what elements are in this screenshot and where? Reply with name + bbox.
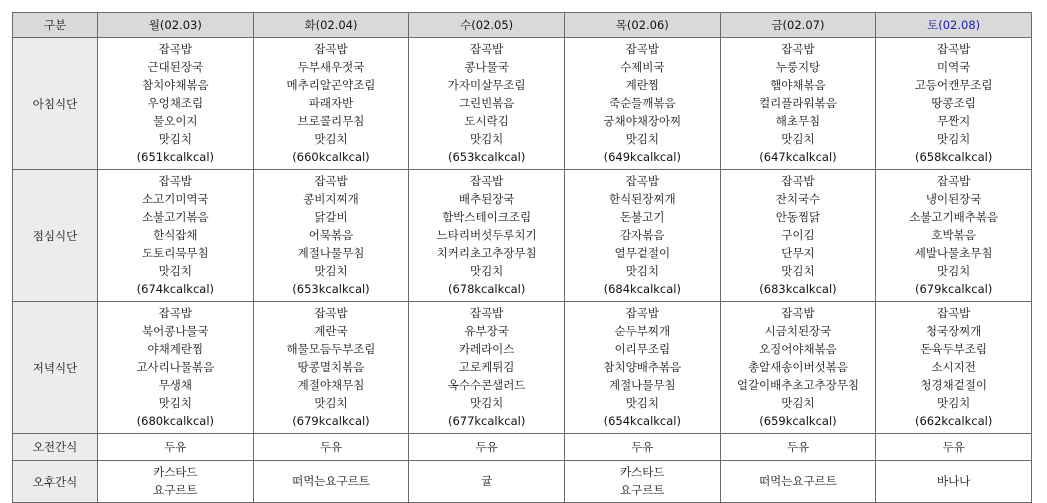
menu-item: 함박스테이크조림 — [442, 210, 532, 224]
menu-item: 순두부찌개 — [614, 324, 671, 338]
menu-cell-thu — [564, 302, 720, 434]
menu-item: 두유 — [942, 440, 965, 454]
menu-cell-fri — [720, 170, 876, 302]
menu-item: 잡곡밥 — [625, 174, 659, 188]
menu-item: 시금치된장국 — [764, 324, 832, 338]
menu-item: 맛김치 — [625, 264, 659, 278]
menu-item: 오징어야채볶음 — [759, 342, 837, 356]
dinner-row — [13, 302, 1032, 434]
menu-cell-wed — [409, 302, 565, 434]
menu-item: 두유 — [475, 440, 498, 454]
calorie-text: (654kcalkcal) — [603, 414, 681, 428]
menu-cell-fri — [720, 461, 876, 503]
menu-cell-tue — [253, 461, 409, 503]
menu-item: 파래자반 — [308, 96, 354, 110]
menu-item: 돈불고기 — [620, 210, 665, 224]
menu-item: 맛김치 — [469, 264, 504, 278]
menu-item: 고로케튀김 — [458, 360, 515, 374]
calorie-text: (679kcalkcal) — [292, 414, 370, 428]
menu-item: 맛김치 — [625, 132, 659, 146]
menu-item: 계절야채무침 — [297, 378, 365, 392]
menu-item: 청경채겉절이 — [920, 378, 987, 392]
menu-item: 단무지 — [781, 246, 815, 260]
menu-cell-tue — [253, 38, 409, 170]
menu-item: 배추된장국 — [458, 192, 515, 206]
menu-item: 얼갈이배추초고추장무침 — [736, 378, 860, 392]
menu-item: 계란국 — [314, 324, 348, 338]
menu-cell-tue — [253, 170, 409, 302]
menu-item: 잡곡밥 — [936, 42, 971, 56]
menu-item: 고등어캔무조림 — [914, 78, 993, 92]
menu-item: 두유 — [631, 440, 654, 454]
breakfast-row — [13, 38, 1032, 170]
menu-item: 고사리나물볶음 — [136, 360, 215, 374]
calorie-text: (662kcalkcal) — [914, 414, 993, 428]
menu-item: 치커리초고추장무침 — [436, 246, 537, 260]
menu-item: 콩비지찌개 — [303, 192, 359, 206]
menu-item: 해초무침 — [775, 114, 821, 128]
menu-item: 세발나물초무침 — [914, 246, 993, 260]
menu-item: 잡곡밥 — [158, 174, 192, 188]
menu-item: 물오이지 — [153, 114, 198, 128]
calorie-text: (678kcalkcal) — [447, 282, 526, 296]
menu-item: 참치양배추볶음 — [603, 360, 682, 374]
menu-item: 어묵볶음 — [308, 228, 354, 242]
menu-item: 맛김치 — [158, 396, 192, 410]
menu-item: 카스타드 — [153, 465, 198, 479]
menu-item: 계란찜 — [625, 78, 659, 92]
menu-item: 무짠지 — [936, 114, 971, 128]
header-day-tue: 화(02.04) — [253, 13, 409, 38]
menu-cell-mon — [98, 434, 254, 461]
menu-item: 근대된장국 — [147, 60, 204, 74]
calorie-text: (679kcalkcal) — [914, 282, 993, 296]
header-row — [13, 13, 1032, 38]
menu-cell-sat — [876, 461, 1032, 503]
menu-item: 옥수수콘샐러드 — [447, 378, 526, 392]
menu-cell-tue — [253, 434, 409, 461]
menu-cell-fri — [720, 434, 876, 461]
calorie-text: (647kcalkcal) — [759, 150, 837, 164]
menu-item: 떠먹는요구르트 — [759, 474, 837, 488]
menu-item: 잡곡밥 — [781, 306, 815, 320]
menu-item: 계절나물무침 — [297, 246, 365, 260]
calorie-text: (653kcalkcal) — [292, 282, 370, 296]
menu-cell-sat — [876, 170, 1032, 302]
menu-item: 맛김치 — [936, 132, 971, 146]
menu-item: 돈육두부조림 — [920, 342, 987, 356]
menu-item: 무생채 — [158, 378, 192, 392]
menu-item: 잔치국수 — [775, 192, 821, 206]
menu-item: 땅콩멸치볶음 — [297, 360, 365, 374]
menu-cell-fri — [720, 302, 876, 434]
menu-item: 잡곡밥 — [469, 174, 504, 188]
menu-item: 잡곡밥 — [936, 174, 971, 188]
menu-cell-wed — [409, 170, 565, 302]
menu-item: 닭갈비 — [314, 210, 348, 224]
menu-item: 유부장국 — [464, 324, 509, 338]
menu-item: 참치야채볶음 — [142, 78, 209, 92]
menu-item: 잡곡밥 — [314, 42, 348, 56]
menu-cell-sat — [876, 434, 1032, 461]
calorie-text: (659kcalkcal) — [759, 414, 837, 428]
header-day-mon: 월(02.03) — [98, 13, 254, 38]
menu-item: 그린빈볶음 — [458, 96, 515, 110]
menu-item: 맛김치 — [781, 264, 815, 278]
menu-item: 느타리버섯두루치기 — [436, 228, 537, 242]
menu-item: 두부새우젓국 — [297, 60, 365, 74]
menu-item: 맛김치 — [781, 396, 815, 410]
menu-item: 브로콜리무침 — [297, 114, 365, 128]
menu-cell-thu — [564, 461, 720, 503]
menu-item: 열무겉절이 — [614, 246, 671, 260]
menu-item: 소시지전 — [931, 360, 976, 374]
menu-item: 맛김치 — [158, 264, 192, 278]
calorie-text: (683kcalkcal) — [759, 282, 837, 296]
menu-item: 메추리알곤약조림 — [286, 78, 376, 92]
calorie-text: (653kcalkcal) — [447, 150, 526, 164]
menu-item: 잡곡밥 — [936, 306, 971, 320]
header-day-sat: 토(02.08) — [876, 13, 1032, 38]
menu-item: 구이김 — [781, 228, 815, 242]
menu-item: 요구르트 — [153, 483, 198, 497]
menu-item: 총알새송이버섯볶음 — [747, 360, 848, 374]
menu-item: 귤 — [481, 474, 493, 488]
menu-cell-mon — [98, 38, 254, 170]
menu-cell-tue — [253, 302, 409, 434]
menu-item: 해물모듬두부조림 — [286, 342, 376, 356]
menu-item: 누룽지탕 — [775, 60, 821, 74]
menu-item: 잡곡밥 — [469, 306, 504, 320]
calorie-text: (649kcalkcal) — [603, 150, 681, 164]
menu-item: 계절나물무침 — [608, 378, 676, 392]
header-day-thu: 목(02.06) — [564, 13, 720, 38]
menu-cell-thu — [564, 170, 720, 302]
menu-item: 맛김치 — [936, 264, 971, 278]
menu-item: 맛김치 — [469, 396, 504, 410]
menu-item: 햄야채볶음 — [770, 78, 826, 92]
menu-item: 호박볶음 — [931, 228, 976, 242]
menu-item: 떠먹는요구르트 — [292, 474, 370, 488]
menu-item: 잡곡밥 — [314, 174, 348, 188]
menu-item: 카스타드 — [620, 465, 665, 479]
header-day-fri: 금(02.07) — [720, 13, 876, 38]
calorie-text: (680kcalkcal) — [136, 414, 215, 428]
menu-cell-mon — [98, 302, 254, 434]
menu-cell-mon — [98, 170, 254, 302]
menu-item: 죽순들깨볶음 — [608, 96, 676, 110]
menu-item: 잡곡밥 — [469, 42, 504, 56]
menu-cell-sat — [876, 302, 1032, 434]
menu-item: 소고기미역국 — [142, 192, 209, 206]
menu-item: 도시락김 — [464, 114, 509, 128]
header-category: 구분 — [13, 13, 98, 38]
afternoon-snack-row — [13, 461, 1032, 503]
menu-item: 잡곡밥 — [625, 42, 659, 56]
menu-item: 수제비국 — [620, 60, 665, 74]
menu-item: 맛김치 — [314, 396, 348, 410]
menu-item: 야채계란찜 — [147, 342, 204, 356]
menu-item: 잡곡밥 — [158, 306, 192, 320]
menu-item: 도토리묵무침 — [142, 246, 209, 260]
menu-cell-wed — [409, 434, 565, 461]
menu-item: 맛김치 — [469, 132, 504, 146]
row-label: 오전간식 — [13, 434, 98, 461]
row-label: 점심식단 — [13, 170, 98, 302]
menu-item: 맛김치 — [314, 132, 348, 146]
menu-item: 소불고기볶음 — [142, 210, 209, 224]
menu-item: 맛김치 — [781, 132, 815, 146]
menu-item: 맛김치 — [936, 396, 971, 410]
menu-item: 냉이된장국 — [925, 192, 982, 206]
row-label: 저녁식단 — [13, 302, 98, 434]
menu-item: 두유 — [319, 440, 343, 454]
weekly-menu-table — [12, 12, 1032, 503]
morning-snack-row — [13, 434, 1032, 461]
menu-item: 미역국 — [936, 60, 971, 74]
menu-cell-mon — [98, 461, 254, 503]
menu-item: 한식잡채 — [153, 228, 198, 242]
menu-cell-thu — [564, 434, 720, 461]
menu-cell-sat — [876, 38, 1032, 170]
menu-item: 잡곡밥 — [625, 306, 659, 320]
menu-item: 잡곡밥 — [314, 306, 348, 320]
menu-item: 궁채야채장아찌 — [603, 114, 682, 128]
calorie-text: (660kcalkcal) — [292, 150, 370, 164]
menu-item: 잡곡밥 — [781, 42, 815, 56]
menu-item: 잡곡밥 — [781, 174, 815, 188]
menu-item: 우엉채조림 — [147, 96, 204, 110]
menu-item: 북어콩나물국 — [142, 324, 209, 338]
menu-item: 잡곡밥 — [158, 42, 192, 56]
menu-item: 땅콩조림 — [931, 96, 976, 110]
menu-item: 청국장찌개 — [925, 324, 982, 338]
menu-item: 소불고기배추볶음 — [909, 210, 999, 224]
menu-item: 맛김치 — [158, 132, 192, 146]
row-label: 오후간식 — [13, 461, 98, 503]
menu-item: 두유 — [786, 440, 810, 454]
calorie-text: (651kcalkcal) — [136, 150, 215, 164]
menu-item: 바나나 — [936, 474, 971, 488]
menu-item: 콩나물국 — [464, 60, 509, 74]
menu-cell-fri — [720, 38, 876, 170]
header-day-wed: 수(02.05) — [409, 13, 565, 38]
lunch-row — [13, 170, 1032, 302]
menu-item: 컬리플라워볶음 — [759, 96, 837, 110]
calorie-text: (677kcalkcal) — [447, 414, 526, 428]
menu-item: 안동찜닭 — [775, 210, 821, 224]
calorie-text: (684kcalkcal) — [603, 282, 681, 296]
menu-item: 두유 — [164, 440, 187, 454]
menu-item: 가자미살무조림 — [447, 78, 526, 92]
menu-cell-thu — [564, 38, 720, 170]
row-label: 아침식단 — [13, 38, 98, 170]
menu-item: 맛김치 — [625, 396, 659, 410]
menu-item: 요구르트 — [620, 483, 665, 497]
menu-cell-wed — [409, 38, 565, 170]
menu-item: 카레라이스 — [458, 342, 515, 356]
menu-cell-wed — [409, 461, 565, 503]
menu-item: 맛김치 — [314, 264, 348, 278]
menu-item: 한식된장찌개 — [608, 192, 676, 206]
calorie-text: (674kcalkcal) — [136, 282, 215, 296]
calorie-text: (658kcalkcal) — [914, 150, 993, 164]
menu-item: 감자볶음 — [620, 228, 665, 242]
menu-item: 이리무조림 — [614, 342, 671, 356]
